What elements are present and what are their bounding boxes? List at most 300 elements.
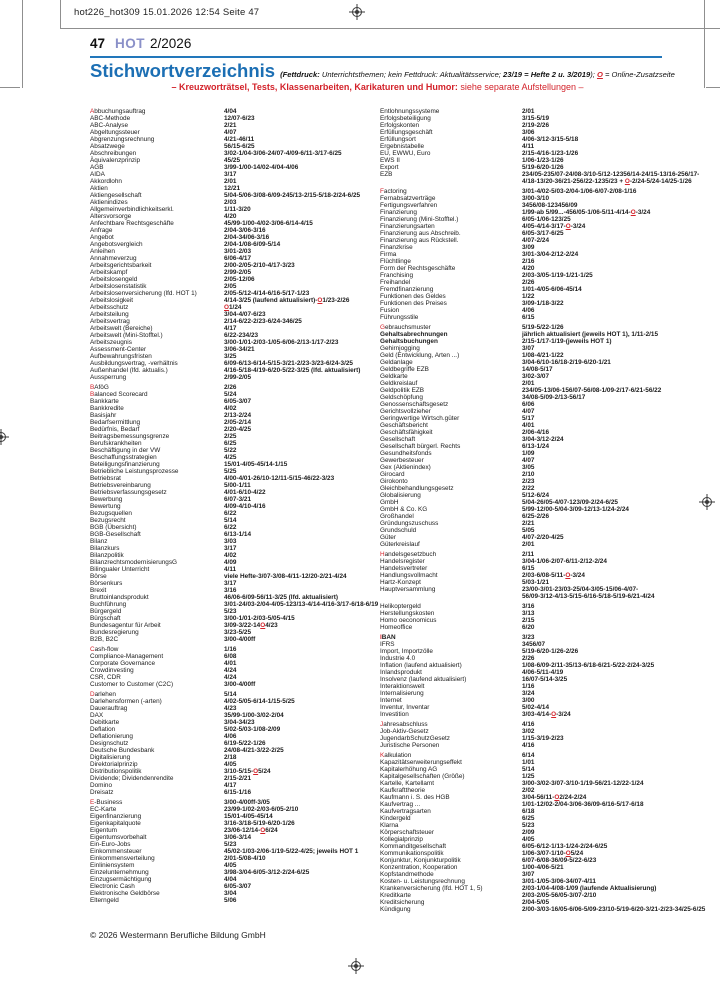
- index-term: Corporate Governance: [90, 660, 156, 667]
- online-marker: O: [554, 794, 560, 801]
- index-pages: 6/18: [522, 808, 535, 815]
- index-entry: [380, 742, 718, 749]
- index-pages: 1/09: [522, 450, 535, 457]
- index-pages: 5/05: [522, 527, 535, 534]
- index-pages: 2/01: [522, 541, 535, 548]
- index-term: Handlungsvollmacht: [380, 572, 438, 579]
- index-entry: [380, 492, 718, 499]
- index-pages: 2/23: [522, 478, 535, 485]
- index-pages: 6/06: [522, 401, 535, 408]
- online-marker: O: [317, 297, 323, 304]
- index-term: Börsenkurs: [90, 580, 123, 587]
- index-entry: [380, 108, 718, 115]
- index-pages: 2/05: [224, 283, 237, 290]
- index-pages: 24/08-4/21-3/22-2/25: [224, 747, 284, 754]
- index-entry: [90, 806, 382, 813]
- index-pages: 2/05-12/06: [224, 276, 255, 283]
- index-entry: [380, 766, 718, 773]
- index-term: BGB-Gesellschaft: [90, 531, 141, 538]
- index-entry: [380, 314, 718, 321]
- index-pages: 5/23: [224, 841, 237, 848]
- index-pages: 5/03-1/21: [522, 579, 550, 586]
- index-term: Internalisierung: [380, 690, 424, 697]
- index-entry: [380, 251, 718, 258]
- index-pages: 234/05-235/07-24/08-3/10-5/12-12356/14-24/15-13/16-256/17-: [522, 171, 700, 178]
- index-entry: [380, 690, 718, 697]
- index-term: Eigentum: [90, 827, 117, 834]
- index-pages: 4/17: [224, 325, 237, 332]
- index-column-right: [380, 108, 718, 913]
- index-pages: 2/09: [522, 829, 535, 836]
- index-term: Beschäftigung in der VW: [90, 447, 161, 454]
- index-term: Balanced Scorecard: [90, 391, 148, 398]
- index-term: Jahresabschluss: [380, 721, 428, 728]
- index-pages: 2/14-6/22-2/23-6/24-346/25: [224, 318, 302, 325]
- index-term: Kündigung: [380, 906, 411, 913]
- index-entry: [90, 691, 382, 698]
- index-term: Absatzwege: [90, 143, 125, 150]
- index-pages: 4/23: [224, 705, 237, 712]
- index-entry: [90, 820, 382, 827]
- index-pages: 15/01-4/05-45/14-1/15: [224, 461, 288, 468]
- index-entry: [90, 290, 382, 297]
- index-entry: [380, 565, 718, 572]
- index-term: Gewerbesteuer: [380, 457, 424, 464]
- index-term: Hartz-Konzept: [380, 579, 421, 586]
- index-term: Eigenfinanzierung: [90, 813, 142, 820]
- index-entry: [380, 422, 718, 429]
- index-term: Industrie 4.0: [380, 655, 416, 662]
- index-pages: 2/16: [522, 258, 535, 265]
- index-pages: 6/06-4/17: [224, 255, 252, 262]
- index-entry: [90, 213, 382, 220]
- index-entry: [380, 129, 718, 136]
- index-pages: 5/19-6/20-1/26-2/26: [522, 648, 579, 655]
- index-entry: [90, 897, 382, 904]
- index-pages: 234/05-13/06-156/07-56/08-1/09-2/17-6/21-56/22: [522, 387, 662, 394]
- index-pages: 3/02-1/04-3/06-24/07-4/09-6/11-3/17-6/25: [224, 150, 342, 157]
- magazine-logo: HOT: [115, 36, 146, 51]
- index-entry: [90, 129, 382, 136]
- index-pages: 1/01: [522, 759, 535, 766]
- index-pages: 4/16-5/18-4/19-6/20-5/22-3/25 (lfd. aktualisiert): [224, 367, 361, 374]
- index-entry: [90, 199, 382, 206]
- index-term: Konzentration, Kooperation: [380, 864, 458, 871]
- index-term: Girocard: [380, 471, 405, 478]
- index-entry: [380, 878, 718, 885]
- index-entry: [380, 244, 718, 251]
- index-entry: [90, 353, 382, 360]
- index-term: Ein-Euro-Jobs: [90, 841, 131, 848]
- index-term: Finanzierung aus Abschreib.: [380, 230, 461, 237]
- index-entry: [90, 447, 382, 454]
- index-entry: [90, 164, 382, 171]
- index-term: BilanzrechtsmodernisierungsG: [90, 559, 178, 566]
- index-term: Globalisierung: [380, 492, 421, 499]
- index-term: Finanzierung aus Rückstell.: [380, 237, 459, 244]
- index-term: GmbH & Co. KG: [380, 506, 428, 513]
- index-term: Bankkarte: [90, 398, 119, 405]
- index-entry: [90, 468, 382, 475]
- index-pages: 3/03: [224, 538, 237, 545]
- index-pages: 5/14: [522, 766, 535, 773]
- index-pages: 2/04-3/06-3/16: [224, 227, 266, 234]
- index-entry: [380, 676, 718, 683]
- index-term: Anleihen: [90, 248, 115, 255]
- index-pages: 4/06-5/11-4/19: [522, 669, 564, 676]
- index-term: Betriebsvereinbarung: [90, 482, 151, 489]
- index-pages: 6/05-3/07: [224, 883, 252, 890]
- index-term: Franchising: [380, 272, 414, 279]
- index-pages: 2/25: [224, 433, 237, 440]
- index-term: Abbuchungsauftrag: [90, 108, 146, 115]
- index-term: Interaktionswelt: [380, 683, 425, 690]
- index-term: Insolvenz (laufend aktualisiert): [380, 676, 467, 683]
- index-term: Körperschaftsteuer: [380, 829, 434, 836]
- index-term: Aktiengesellschaft: [90, 192, 142, 199]
- index-term: Abschreibungen: [90, 150, 137, 157]
- index-pages: 3456/07: [522, 641, 546, 648]
- index-entry: [380, 471, 718, 478]
- title-note-segment: );: [590, 70, 597, 79]
- index-entry: [90, 283, 382, 290]
- index-term: Beschaffungsstrategien: [90, 454, 157, 461]
- index-term: Kaufmann i. S. des HGB: [380, 794, 450, 801]
- index-pages: 3/99-1/00-14/02-4/04-4/06: [224, 164, 299, 171]
- index-pages: 3/17: [224, 545, 237, 552]
- index-entry: [90, 733, 382, 740]
- index-term: Assessment-Center: [90, 346, 147, 353]
- index-pages: 6/08: [224, 653, 237, 660]
- title-note-segment: (Fettdruck:: [280, 70, 320, 79]
- index-entry: [380, 735, 718, 742]
- index-entry: [90, 241, 382, 248]
- index-term: Arbeitszeugnis: [90, 339, 132, 346]
- index-term: Berufskrankheiten: [90, 440, 142, 447]
- index-entry: [90, 813, 382, 820]
- index-term: Bedarfsermittlung: [90, 419, 141, 426]
- index-pages: 2/19-2/26: [522, 122, 550, 129]
- index-term: BAföG: [90, 384, 109, 391]
- index-entry: [90, 220, 382, 227]
- index-entry: [380, 850, 718, 857]
- index-entry: [380, 794, 718, 801]
- index-term: Firma: [380, 251, 397, 258]
- index-entry: [90, 629, 382, 636]
- index-pages: 3/07: [522, 871, 535, 878]
- index-term: Angebotsvergleich: [90, 241, 143, 248]
- index-entry: [380, 265, 718, 272]
- index-pages: 6/05-1/06-123/25: [522, 216, 571, 223]
- index-term: Darlehensformen (-arten): [90, 698, 162, 705]
- index-pages: 1/11-3/20: [224, 206, 251, 213]
- registration-mark-icon: [348, 958, 364, 974]
- index-entry: [90, 412, 382, 419]
- index-term: Buchführung: [90, 601, 127, 608]
- index-entry: [90, 862, 382, 869]
- online-marker: O: [224, 304, 229, 311]
- index-term: Allgemeinverbindlichkeitserkl.: [90, 206, 174, 213]
- index-pages: 4/01: [522, 422, 535, 429]
- index-entry: [90, 108, 382, 115]
- index-term: Designschutz: [90, 740, 129, 747]
- index-pages: 3/01-3/04-2/12-2/24: [522, 251, 579, 258]
- index-entry: [90, 587, 382, 594]
- index-entry: [90, 433, 382, 440]
- index-entry: [380, 520, 718, 527]
- index-term: Geldkarte: [380, 373, 408, 380]
- index-term: Bilanzkurs: [90, 545, 120, 552]
- index-pages: 2/15: [522, 617, 535, 624]
- index-entry: [90, 705, 382, 712]
- index-term: Gerichtsvollzieher: [380, 408, 431, 415]
- index-pages: 4/06-3/12-3/15-5/18: [522, 136, 579, 143]
- index-pages: 2/15-2/21: [224, 775, 252, 782]
- index-entry: [90, 419, 382, 426]
- index-pages: 3/09-3/22-14O4/23: [224, 622, 278, 629]
- index-entry: [90, 782, 382, 789]
- index-term: Angebot: [90, 234, 114, 241]
- index-pages: 3/00-3/02-3/07-3/10-1/19-56/21-12/22-1/24: [522, 780, 644, 787]
- index-pages: 1/08-6/09-2/11-35/13-6/18-6/21-5/22-2/24-3/25: [522, 662, 655, 669]
- title-note-segment: 23/19 = Hefte 2 u. 3/2019: [503, 70, 591, 79]
- index-term: Import, Importzölle: [380, 648, 433, 655]
- index-entry: [380, 534, 718, 541]
- index-term: Arbeitswelt (Bereiche): [90, 325, 153, 332]
- index-term: Factoring: [380, 188, 407, 195]
- index-entry: [380, 143, 718, 150]
- index-term: Börse: [90, 573, 107, 580]
- index-entry: [380, 307, 718, 314]
- index-term: Kommunikationspolitik: [380, 850, 444, 857]
- index-term: Einkommensteuer: [90, 848, 142, 855]
- index-term: Bilanz: [90, 538, 108, 545]
- index-pages: 5/17: [522, 415, 535, 422]
- index-term: Direktorialprinzip: [90, 761, 138, 768]
- index-entry: [380, 401, 718, 408]
- index-pages: 4/20: [224, 213, 237, 220]
- index-term: IFRS: [380, 641, 395, 648]
- index-pages: 4/00-4/01-26/10-12/11-5/15-46/22-3/23: [224, 475, 335, 482]
- index-term: Elterngeld: [90, 897, 119, 904]
- index-term: Girokonto: [380, 478, 408, 485]
- copyright-notice: © 2026 Westermann Berufliche Bildung GmbH: [90, 930, 266, 940]
- index-entry: [380, 572, 718, 579]
- index-entry: [90, 332, 382, 339]
- index-term: Arbeitsvertrag: [90, 318, 130, 325]
- index-term: Führungsstile: [380, 314, 419, 321]
- index-entry: [380, 885, 718, 892]
- index-entry-continuation: [380, 178, 718, 185]
- index-entry: [380, 617, 718, 624]
- index-entry: [380, 136, 718, 143]
- index-entry: [90, 545, 382, 552]
- index-term: EC-Karte: [90, 806, 117, 813]
- index-pages: 3/00-4/00ff: [224, 681, 256, 688]
- index-pages: 5/99-12/00-5/04-3/09-12/13-1/24-2/24: [522, 506, 629, 513]
- index-entry: [90, 496, 382, 503]
- online-marker: O: [260, 827, 266, 834]
- group-letter: D: [90, 691, 95, 698]
- index-pages: 5/02-4/14: [522, 704, 550, 711]
- index-term: Beteiligungsfinanzierung: [90, 461, 160, 468]
- index-term: Geldbegriffe EZB: [380, 366, 429, 373]
- index-pages: 5/14: [224, 517, 237, 524]
- index-pages: 1/01-4/05-6/06-45/14: [522, 286, 582, 293]
- index-entry: [90, 440, 382, 447]
- index-entry: [90, 841, 382, 848]
- index-pages: 3/02: [522, 728, 535, 735]
- index-term: EWS II: [380, 157, 400, 164]
- index-entry: [380, 338, 718, 345]
- index-entry: [90, 325, 382, 332]
- index-pages: 4/09: [224, 559, 237, 566]
- index-pages: 3/01-2/03: [224, 248, 252, 255]
- index-entry: [90, 848, 382, 855]
- index-entry: [90, 799, 382, 806]
- index-term: Erfolgsbeteiligung: [380, 115, 431, 122]
- index-entry: [380, 586, 718, 593]
- index-pages: 1/16: [522, 683, 535, 690]
- index-pages: 5/06: [224, 897, 237, 904]
- index-entry: [90, 869, 382, 876]
- index-term: Betriebliche Leistungsprozesse: [90, 468, 179, 475]
- index-term: DAX: [90, 712, 104, 719]
- index-pages: 5/25: [224, 468, 237, 475]
- index-term: Bezugsquellen: [90, 510, 132, 517]
- index-pages: 6/25-2/26: [522, 513, 550, 520]
- index-pages: 3/16: [522, 603, 535, 610]
- title-note-segment: Unterrichtsthemen; kein Fettdruck: Aktualitätsservice;: [319, 70, 504, 79]
- index-term: Güter: [380, 534, 396, 541]
- index-entry: [380, 864, 718, 871]
- index-term: Arbeitslosenversicherung (lfd. HOT 1): [90, 290, 197, 297]
- index-pages: 14/08-5/17: [522, 366, 553, 373]
- index-pages: 45/02-1/03-2/06-1/19-5/22-4/25; jeweils HOT 1: [224, 848, 359, 855]
- index-entry: [380, 164, 718, 171]
- index-entry: [380, 300, 718, 307]
- index-pages: 3/04: [224, 890, 237, 897]
- index-pages: 3/04-3/12-2/24: [522, 436, 564, 443]
- index-pages: 2/10: [522, 471, 535, 478]
- index-term: [380, 178, 522, 185]
- index-entry: [90, 538, 382, 545]
- index-pages: 3/23-5/25: [224, 629, 252, 636]
- online-marker: O: [253, 768, 259, 775]
- index-pages: 6/22-234/23: [224, 332, 259, 339]
- index-pages: 5/24: [224, 391, 237, 398]
- registration-mark-icon: [0, 429, 9, 445]
- index-term: Internet: [380, 697, 402, 704]
- index-term: Deutsche Bundesbank: [90, 747, 155, 754]
- index-pages: 3/00-1/01-2/03-5/05-4/15: [224, 615, 295, 622]
- index-entry: [90, 890, 382, 897]
- index-term: Altersvorsorge: [90, 213, 132, 220]
- index-entry: [380, 711, 718, 718]
- index-entry: [90, 653, 382, 660]
- index-entry: [380, 352, 718, 359]
- index-pages: 2/22: [522, 485, 535, 492]
- index-term: Inlandsprodukt: [380, 669, 422, 676]
- index-entry: [90, 855, 382, 862]
- index-entry: [380, 209, 718, 216]
- index-entry: [90, 726, 382, 733]
- index-pages: 2/03-6/08-5/11-O-3/24: [522, 572, 585, 579]
- index-term: Aktienindizes: [90, 199, 128, 206]
- index-entry: [380, 721, 718, 728]
- online-marker: O: [630, 209, 636, 216]
- index-pages: 2/99-2/05: [224, 269, 252, 276]
- index-entry: [380, 506, 718, 513]
- index-pages: 2/01: [522, 108, 535, 115]
- index-term: Bewertung: [90, 503, 121, 510]
- index-pages: 1/16: [224, 646, 237, 653]
- index-pages: 3/07: [522, 345, 535, 352]
- index-entry: [90, 674, 382, 681]
- index-term: Flüchtlinge: [380, 258, 411, 265]
- index-term: Finanzierung (Mini-Stofftel.): [380, 216, 459, 223]
- index-entry: [90, 566, 382, 573]
- issue-number: 2/2026: [150, 36, 192, 51]
- index-entry: [380, 499, 718, 506]
- index-entry: [90, 510, 382, 517]
- index-entry: [90, 622, 382, 629]
- index-entry: [380, 603, 718, 610]
- index-term: Funktionen des Geldes: [380, 293, 446, 300]
- group-letter: E: [90, 799, 95, 806]
- index-entry: [90, 143, 382, 150]
- index-term: BGB (Übersicht): [90, 524, 137, 531]
- index-entry: [380, 122, 718, 129]
- index-term: Bilingualer Unterricht: [90, 566, 150, 573]
- crop-line: [60, 28, 720, 29]
- index-pages: 2/11: [522, 551, 535, 558]
- index-entry: [90, 318, 382, 325]
- index-pages: 4/25: [224, 454, 237, 461]
- index-term: CSR, CDR: [90, 674, 121, 681]
- index-term: Einliniensystem: [90, 862, 135, 869]
- index-term: Geldkreislauf: [380, 380, 418, 387]
- index-pages: 3/04-1/06-2/07-6/11-2/12-2/24: [522, 558, 607, 565]
- index-entry: [90, 454, 382, 461]
- index-term: Compliance-Management: [90, 653, 164, 660]
- index-term: Klarna: [380, 822, 399, 829]
- index-entry: [380, 728, 718, 735]
- index-entry: [90, 346, 382, 353]
- index-pages: 3/00-4/00ff-3/05: [224, 799, 270, 806]
- index-entry: [90, 150, 382, 157]
- index-term: Kapitalgesellschaften (Größe): [380, 773, 465, 780]
- index-entry: [90, 234, 382, 241]
- index-entry: [90, 122, 382, 129]
- index-term: Finanzkrise: [380, 244, 413, 251]
- group-letter: I: [380, 634, 382, 641]
- group-letter: C: [90, 646, 95, 653]
- index-entry: [380, 579, 718, 586]
- index-term: Dividende; Dividendenrendite: [90, 775, 174, 782]
- index-pages: 3/23: [522, 634, 535, 641]
- index-entry: [90, 719, 382, 726]
- index-entry: [380, 485, 718, 492]
- index-term: [380, 593, 522, 600]
- index-entry: [380, 230, 718, 237]
- index-entry: [90, 698, 382, 705]
- index-term: Deflation: [90, 726, 116, 733]
- index-term: Debitkarte: [90, 719, 120, 726]
- index-term: Homeoffice: [380, 624, 413, 631]
- index-pages: 23/99-1/02-2/03-6/05-2/10: [224, 806, 299, 813]
- index-pages: 3/06-3/14: [224, 834, 252, 841]
